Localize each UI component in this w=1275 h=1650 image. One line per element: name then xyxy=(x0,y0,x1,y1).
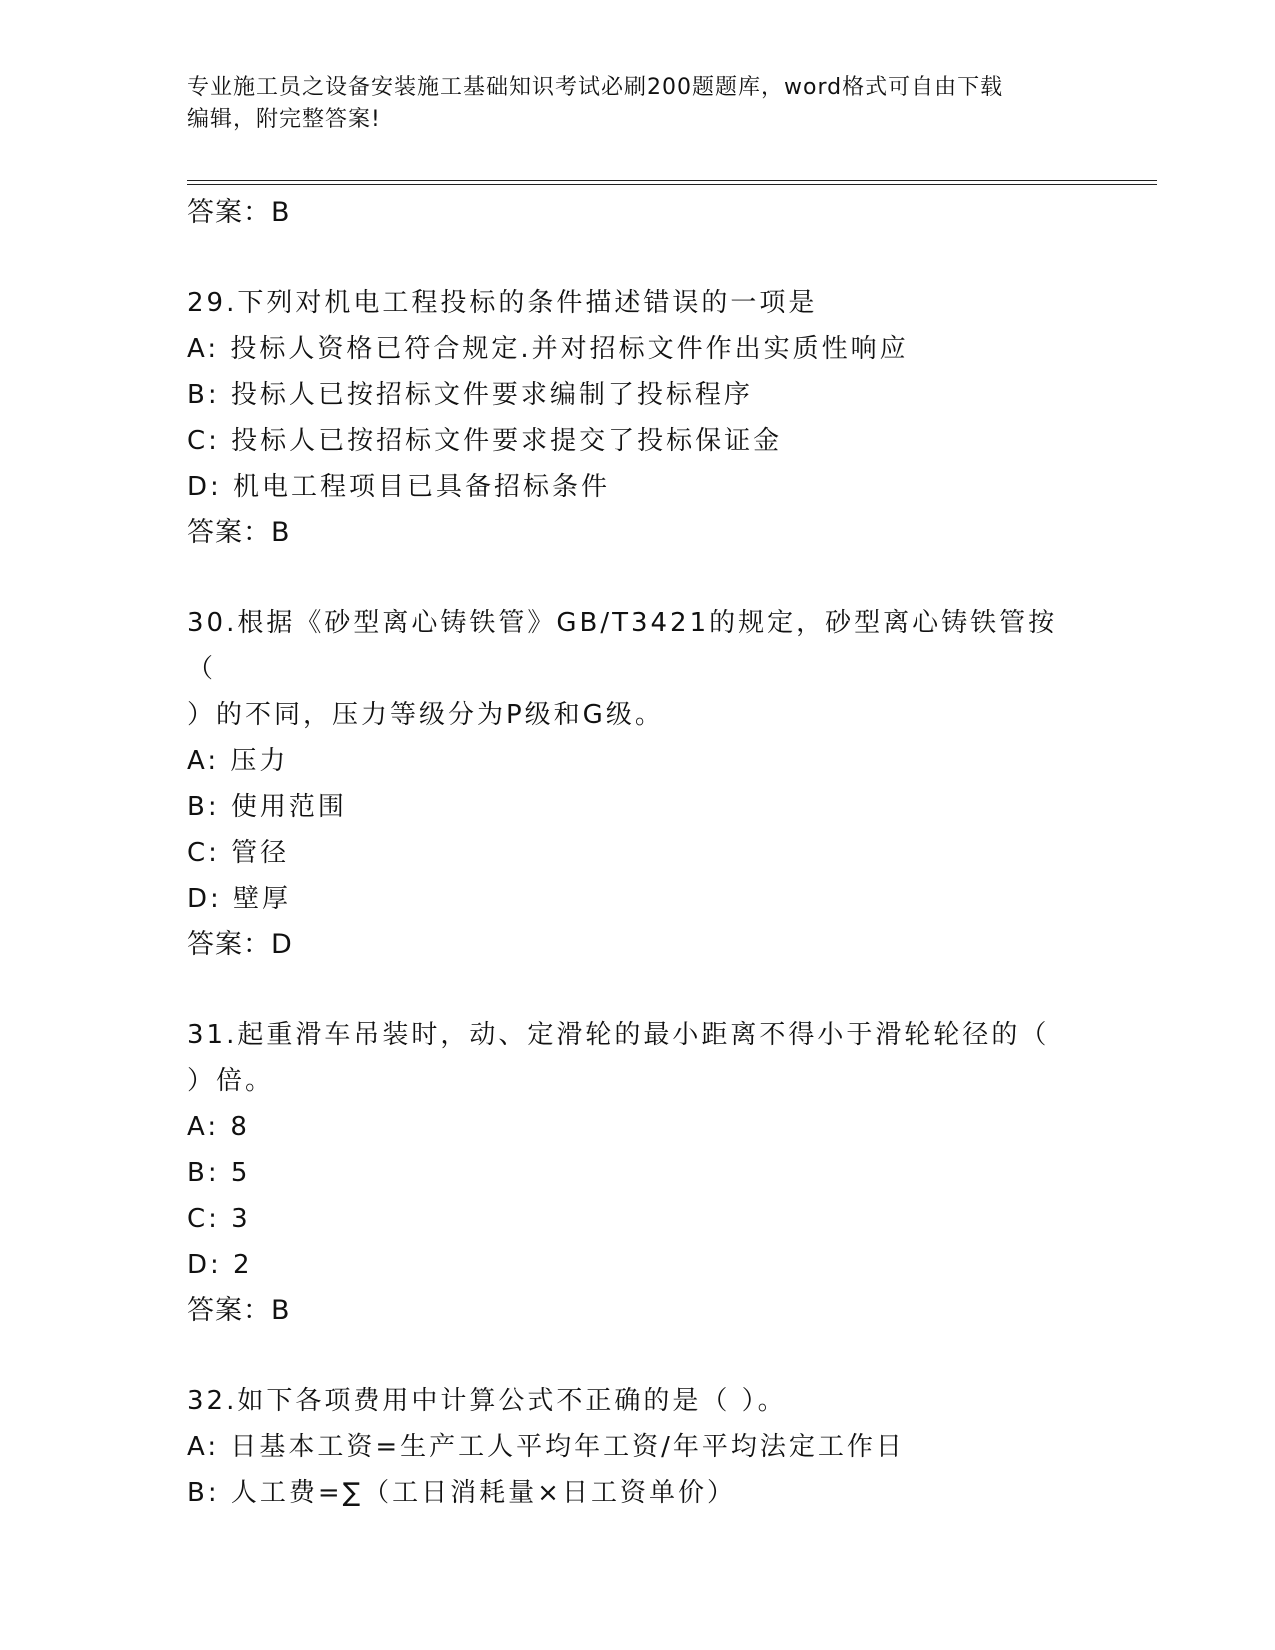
question-29 xyxy=(187,280,1067,556)
answer: 答案：B xyxy=(187,1295,291,1326)
option-d: D: 机电工程项目已具备招标条件 xyxy=(187,472,611,502)
option-d: D: 壁厚 xyxy=(187,884,292,914)
spacer xyxy=(187,556,1067,600)
question-stem: 32.如下各项费用中计算公式不正确的是（ ）。 xyxy=(187,1386,787,1416)
option-a: A: 8 xyxy=(187,1112,250,1142)
header-divider-top xyxy=(187,180,1157,181)
header-divider-bottom xyxy=(187,184,1157,185)
question-31 xyxy=(187,1012,1067,1334)
option-c: C: 投标人已按招标文件要求提交了投标保证金 xyxy=(187,426,783,456)
question-stem: 30.根据《砂型离心铸铁管》GB/T3421的规定，砂型离心铸铁管按（ xyxy=(187,608,1058,684)
spacer xyxy=(187,236,1067,280)
previous-answer: 答案：B xyxy=(187,197,291,228)
question-32 xyxy=(187,1378,1067,1516)
answer: 答案：B xyxy=(187,517,291,548)
question-30 xyxy=(187,600,1067,968)
question-stem-continued: ）的不同，压力等级分为P级和G级。 xyxy=(187,700,664,730)
document-header xyxy=(187,72,1067,136)
option-b: B: 人工费=∑（工日消耗量×日工资单价） xyxy=(187,1478,736,1508)
header-title-line-1: 专业施工员之设备安装施工基础知识考试必刷200题题库，word格式可自由下载 xyxy=(187,75,1004,100)
question-stem-continued: ）倍。 xyxy=(187,1066,275,1096)
spacer xyxy=(187,1334,1067,1378)
question-stem: 31.起重滑车吊装时，动、定滑轮的最小距离不得小于滑轮轮径的（ xyxy=(187,1020,1050,1050)
option-b: B: 使用范围 xyxy=(187,792,347,822)
option-a: A: 压力 xyxy=(187,746,289,776)
question-list xyxy=(187,190,1067,1516)
answer: 答案：D xyxy=(187,929,293,960)
option-c: C: 3 xyxy=(187,1204,251,1234)
option-b: B: 5 xyxy=(187,1158,251,1188)
option-b: B: 投标人已按招标文件要求编制了投标程序 xyxy=(187,380,753,410)
question-stem: 29.下列对机电工程投标的条件描述错误的一项是 xyxy=(187,288,818,318)
option-a: A: 日基本工资=生产工人平均年工资/年平均法定工作日 xyxy=(187,1432,905,1462)
option-a: A: 投标人资格已符合规定.并对招标文件作出实质性响应 xyxy=(187,334,909,364)
header-title-line-2: 编辑，附完整答案! xyxy=(187,107,381,132)
option-d: D: 2 xyxy=(187,1250,253,1280)
spacer xyxy=(187,968,1067,1012)
option-c: C: 管径 xyxy=(187,838,290,868)
